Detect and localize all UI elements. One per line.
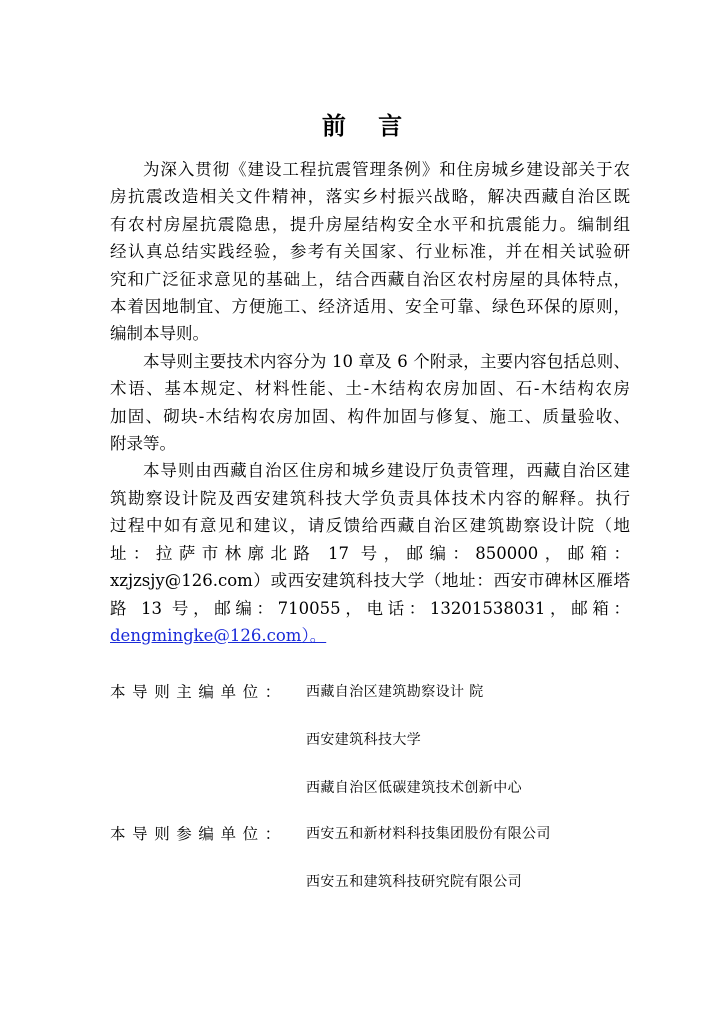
text-line: 附录等。	[110, 434, 176, 454]
paragraph-3	[110, 457, 630, 649]
text-line	[110, 622, 630, 649]
chief-units-row	[110, 776, 630, 796]
text-line: 加固、砌块-木结构农房加固、构件加固与修复、施工、质量验收、	[110, 406, 630, 426]
chief-units-row	[110, 680, 630, 700]
text-line: 本导则主要技术内容分为 10 章及 6 个附录，主要内容包括总则、	[143, 351, 630, 371]
chief-unit-name: 西藏自治区低碳建筑技术创新中心	[306, 780, 522, 796]
closing-punctuation: ）。	[301, 625, 327, 645]
text-line: 过程中如有意见和建议，请反馈给西藏自治区建筑勘察设计院（地	[110, 516, 630, 536]
preface-body	[110, 156, 630, 649]
text-line: 编制本导则。	[110, 324, 209, 344]
chief-unit-name: 西安建筑科技大学	[306, 732, 422, 748]
text-line: 术语、基本规定、材料性能、土-木结构农房加固、石-木结构农房	[110, 379, 630, 399]
text-line: 址：拉萨市林廓北路 17 号，邮编：850000，邮箱：	[110, 543, 630, 563]
paragraph-1	[110, 156, 630, 348]
participating-units-row	[110, 822, 630, 842]
email-link[interactable]: dengmingke@126.com	[110, 625, 302, 645]
page-title: 前 言	[321, 112, 415, 140]
text-line: 本导则由西藏自治区住房和城乡建设厅负责管理，西藏自治区建	[143, 461, 630, 481]
text-line: 有农村房屋抗震隐患，提升房屋结构安全水平和抗震能力。编制组	[110, 214, 630, 234]
text-line: 筑勘察设计院及西安建筑科技大学负责具体技术内容的解释。执行	[110, 488, 630, 508]
chief-units-label: 本导则主编单位：	[110, 683, 287, 701]
chief-unit-name: 西藏自治区建筑勘察设计 院	[306, 684, 484, 700]
participating-unit-name: 西安五和新材料科技集团股份有限公司	[306, 826, 551, 842]
participating-units-row	[110, 870, 630, 890]
chief-units-row	[110, 728, 630, 748]
text-line: 本着因地制宜、方便施工、经济适用、安全可靠、绿色环保的原则，	[110, 297, 630, 317]
text-line: 为深入贯彻《建设工程抗震管理条例》和住房城乡建设部关于农	[143, 160, 630, 179]
participating-units-label: 本导则参编单位：	[110, 825, 287, 843]
participating-unit-name: 西安五和建筑科技研究院有限公司	[306, 874, 522, 890]
text-line: 究和广泛征求意见的基础上，结合西藏自治区农村房屋的具体特点，	[110, 269, 630, 289]
paragraph-2	[110, 348, 630, 458]
text-line: 路 13 号，邮编：710055，电话：13201538031，邮箱：	[110, 598, 630, 618]
text-line: xzjzsjy@126.com）或西安建筑科技大学（地址：西安市碑林区雁塔	[110, 571, 630, 591]
text-line: 经认真总结实践经验，参考有关国家、行业标准，并在相关试验研	[110, 242, 630, 262]
text-line: 房抗震改造相关文件精神，落实乡村振兴战略，解决西藏自治区既	[110, 187, 630, 207]
